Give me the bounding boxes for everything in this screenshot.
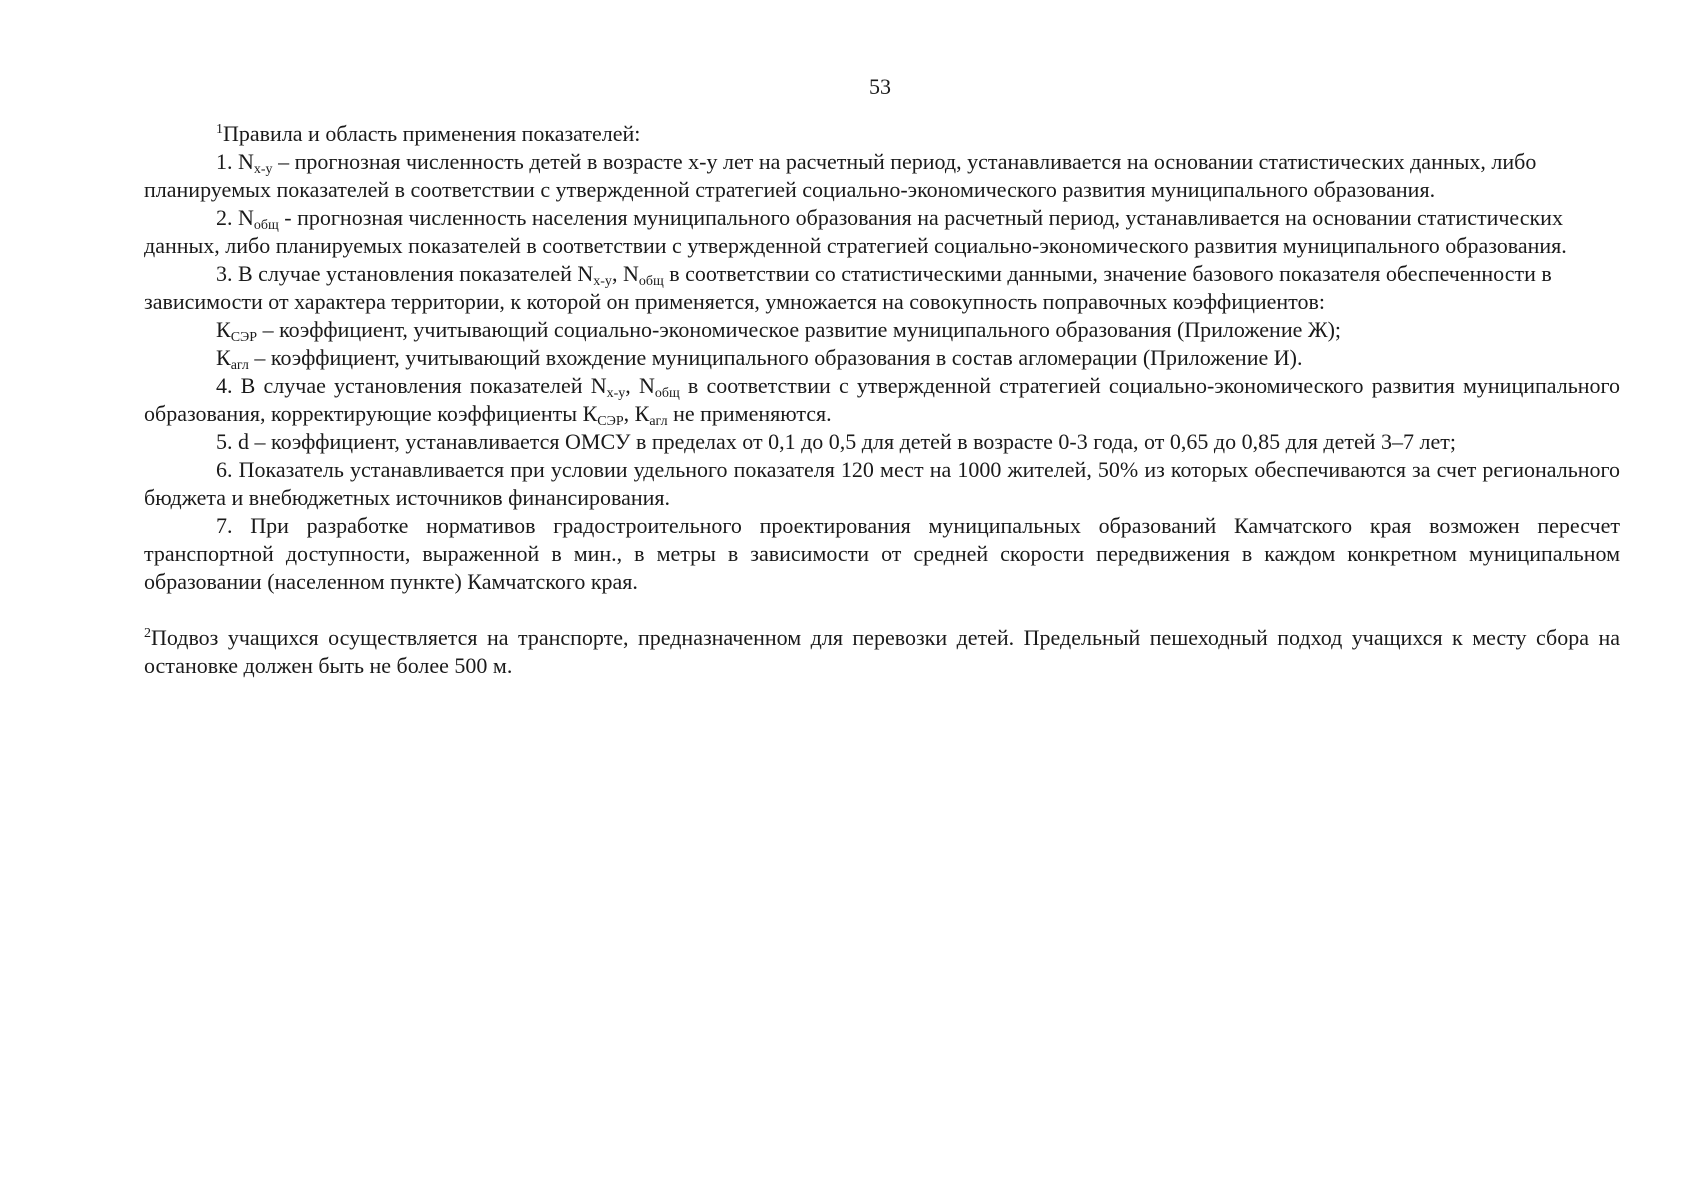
text-run: , N xyxy=(611,261,639,286)
subscript: x-y xyxy=(606,386,626,401)
rule-item-6: 6. Показатель устанавливается при условии удельного показателя 120 мест на 1000 жителей, 50% из которых обеспечиваются за счет регионального бюджета и внебюджетных источников финансирования. xyxy=(144,457,1620,510)
text-run: в соответствии с утвержденной стратегией социально-экономического развития муниципального образования, корректирующие коэффициенты К xyxy=(144,373,1620,426)
text-run: 3. В случае установления показателей N xyxy=(216,261,594,286)
subscript: агл xyxy=(649,414,668,429)
subscript: СЭР xyxy=(230,330,258,345)
rule-item-5: 5. d – коэффициент, устанавливается ОМСУ в пределах от 0,1 до 0,5 для детей в возрасте 0-3 года, от 0,65 до 0,85 для детей 3–7 лет; xyxy=(216,429,1456,454)
rule-item-3 xyxy=(144,260,1620,316)
rule-item-4 xyxy=(144,372,1620,428)
footnote-marker: 1 xyxy=(216,122,223,137)
subscript: СЭР xyxy=(597,414,624,429)
subscript: общ xyxy=(654,386,680,401)
text-run: - прогнозная численность населения муниципального образования на расчетный период, устанавливается на основании статистических данных, либо планируемых показателей в соответствии с утвержденной стратегией социально-экономического развития муниципального образования. xyxy=(144,205,1567,258)
subscript: общ xyxy=(638,274,664,289)
rule-item-7: 7. При разработке нормативов градостроительного проектирования муниципальных образований Камчатского края возможен пересчет транспортной доступности, выраженной в мин., в метры в зависимости от средней скорости передвижения в каждом конкретном муниципальном образовании (населенном пункте) Камчатского края. xyxy=(144,513,1620,594)
text-run: – коэффициент, учитывающий вхождение муниципального образования в состав агломерации (Приложение И). xyxy=(248,345,1303,370)
text-run: К xyxy=(216,317,231,342)
text-run: К xyxy=(216,345,231,370)
coefficient-kagl xyxy=(144,344,1620,372)
text-run: 2. N xyxy=(216,205,254,230)
rule-item-1 xyxy=(144,148,1620,204)
text-run: 1. N xyxy=(216,149,254,174)
coefficient-ksep xyxy=(144,316,1620,344)
text-run: – прогнозная численность детей в возрасте x-y лет на расчетный период, устанавливается на основании статистических данных, либо планируемых показателей в соответствии с утвержденной стратегией социально-экономического развития муниципального образования. xyxy=(144,149,1537,202)
text-run: в соответствии со статистическими данными, значение базового показателя обеспеченности в зависимости от характера территории, к которой он применяется, умножается на совокупность поправочных коэффициентов: xyxy=(144,261,1552,314)
text-run: не применяются. xyxy=(667,401,832,426)
text-run: , N xyxy=(625,373,655,398)
subscript: общ xyxy=(253,218,279,233)
subscript: агл xyxy=(230,358,249,373)
text-run: , К xyxy=(623,401,650,426)
subscript: x-y xyxy=(593,274,612,289)
rule-item-2 xyxy=(144,204,1620,260)
footnote-1-heading xyxy=(144,120,1620,148)
page-number: 53 xyxy=(869,74,891,99)
footnote-2-text: Подвоз учащихся осуществляется на транспорте, предназначенном для перевозки детей. Предельный пешеходный подход учащихся к месту сбора на остановке должен быть не более 500 м. xyxy=(144,625,1620,678)
text-run: 4. В случае установления показателей N xyxy=(216,373,607,398)
subscript: x-y xyxy=(253,162,273,177)
footnote-marker: 2 xyxy=(144,626,151,641)
heading-text: Правила и область применения показателей: xyxy=(223,121,641,146)
footnote-2 xyxy=(144,624,1620,680)
document-body xyxy=(144,120,1620,680)
text-run: – коэффициент, учитывающий социально-экономическое развитие муниципального образования (Приложение Ж); xyxy=(257,317,1342,342)
